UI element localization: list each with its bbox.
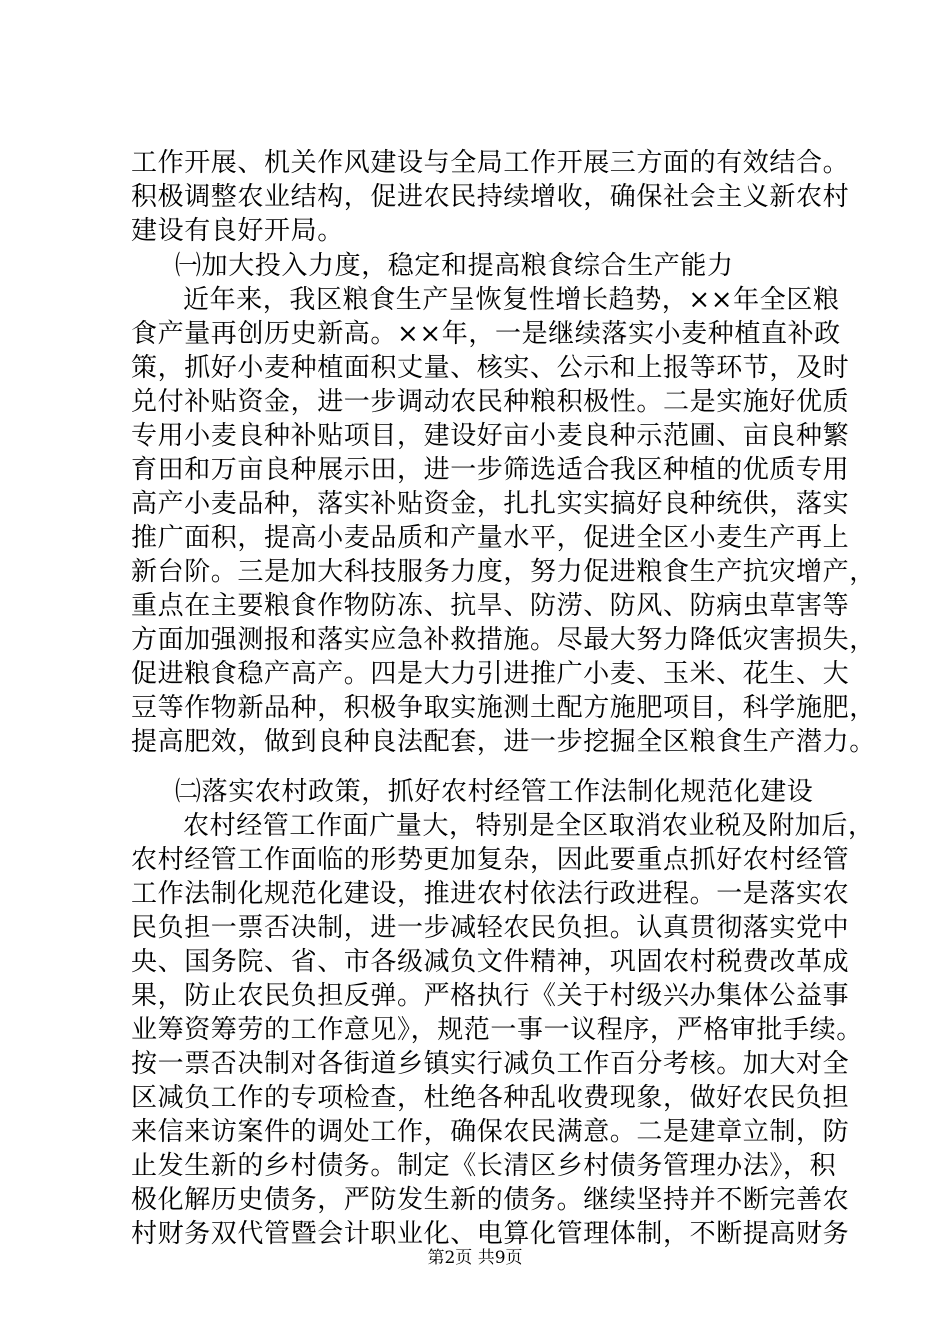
text-line: 工作开展、机关作风建设与全局工作开展三方面的有效结合。 — [131, 148, 850, 178]
text-line: 新台阶。三是加大科技服务力度，努力促进粮食生产抗灾增产， — [131, 557, 876, 587]
text-line: 高产小麦品种，落实补贴资金，扎扎实实搞好良种统供，落实 — [131, 489, 850, 519]
text-line: 果，防止农民负担反弹。严格执行《关于村级兴办集体公益事 — [131, 981, 850, 1011]
text-line: 来信来访案件的调处工作，确保农民满意。二是建章立制，防 — [131, 1117, 850, 1147]
text-line: 农村经管工作面广量大，特别是全区取消农业税及附加后， — [183, 811, 875, 841]
text-line: 建设有良好开局。 — [131, 216, 344, 246]
text-line: 促进粮食稳产高产。四是大力引进推广小麦、玉米、花生、大 — [131, 659, 850, 689]
text-line: 兑付补贴资金，进一步调动农民种粮积极性。二是实施好优质 — [131, 387, 850, 417]
text-line: 推广面积，提高小麦品质和产量水平，促进全区小麦生产再上 — [131, 523, 850, 553]
text-line: 央、国务院、省、市各级减负文件精神，巩固农村税费改革成 — [131, 947, 850, 977]
text-line: 积极调整农业结构，促进农民持续增收，确保社会主义新农村 — [131, 182, 850, 212]
text-line: 食产量再创历史新高。××年，一是继续落实小麦种植直补政 — [131, 319, 841, 349]
text-line: 提高肥效，做到良种良法配套，进一步挖掘全区粮食生产潜力。 — [131, 727, 876, 757]
text-line: ㈡落实农村政策，抓好农村经管工作法制化规范化建设 — [175, 777, 814, 807]
text-line: 村财务双代管暨会计职业化、电算化管理体制，不断提高财务 — [131, 1219, 850, 1249]
text-line: 民负担一票否决制，进一步减轻农民负担。认真贯彻落实党中 — [131, 913, 850, 943]
text-line: 近年来，我区粮食生产呈恢复性增长趋势，××年全区粮 — [183, 285, 840, 315]
text-line: 农村经管工作面临的形势更加复杂，因此要重点抓好农村经管 — [131, 845, 850, 875]
text-line: 工作法制化规范化建设，推进农村依法行政进程。一是落实农 — [131, 879, 850, 909]
text-line: 业筹资筹劳的工作意见》，规范一事一议程序，严格审批手续。 — [131, 1015, 863, 1045]
page-footer: 第2页 共9页 — [427, 1248, 523, 1268]
text-line: 策，抓好小麦种植面积丈量、核实、公示和上报等环节，及时 — [131, 353, 850, 383]
text-line: ㈠加大投入力度，稳定和提高粮食综合生产能力 — [175, 251, 734, 281]
text-line: 区减负工作的专项检查，杜绝各种乱收费现象，做好农民负担 — [131, 1083, 850, 1113]
text-line: 重点在主要粮食作物防冻、抗旱、防涝、防风、防病虫草害等 — [131, 591, 850, 621]
text-line: 方面加强测报和落实应急补救措施。尽最大努力降低灾害损失， — [131, 625, 876, 655]
text-line: 极化解历史债务，严防发生新的债务。继续坚持并不断完善农 — [131, 1185, 850, 1215]
text-line: 按一票否决制对各街道乡镇实行减负工作百分考核。加大对全 — [131, 1049, 850, 1079]
text-line: 专用小麦良种补贴项目，建设好亩小麦良种示范圃、亩良种繁 — [131, 421, 850, 451]
text-line: 育田和万亩良种展示田，进一步筛选适合我区种植的优质专用 — [131, 455, 850, 485]
text-line: 止发生新的乡村债务。制定《长清区乡村债务管理办法》，积 — [131, 1151, 837, 1181]
text-line: 豆等作物新品种，积极争取实施测土配方施肥项目，科学施肥， — [131, 693, 876, 723]
